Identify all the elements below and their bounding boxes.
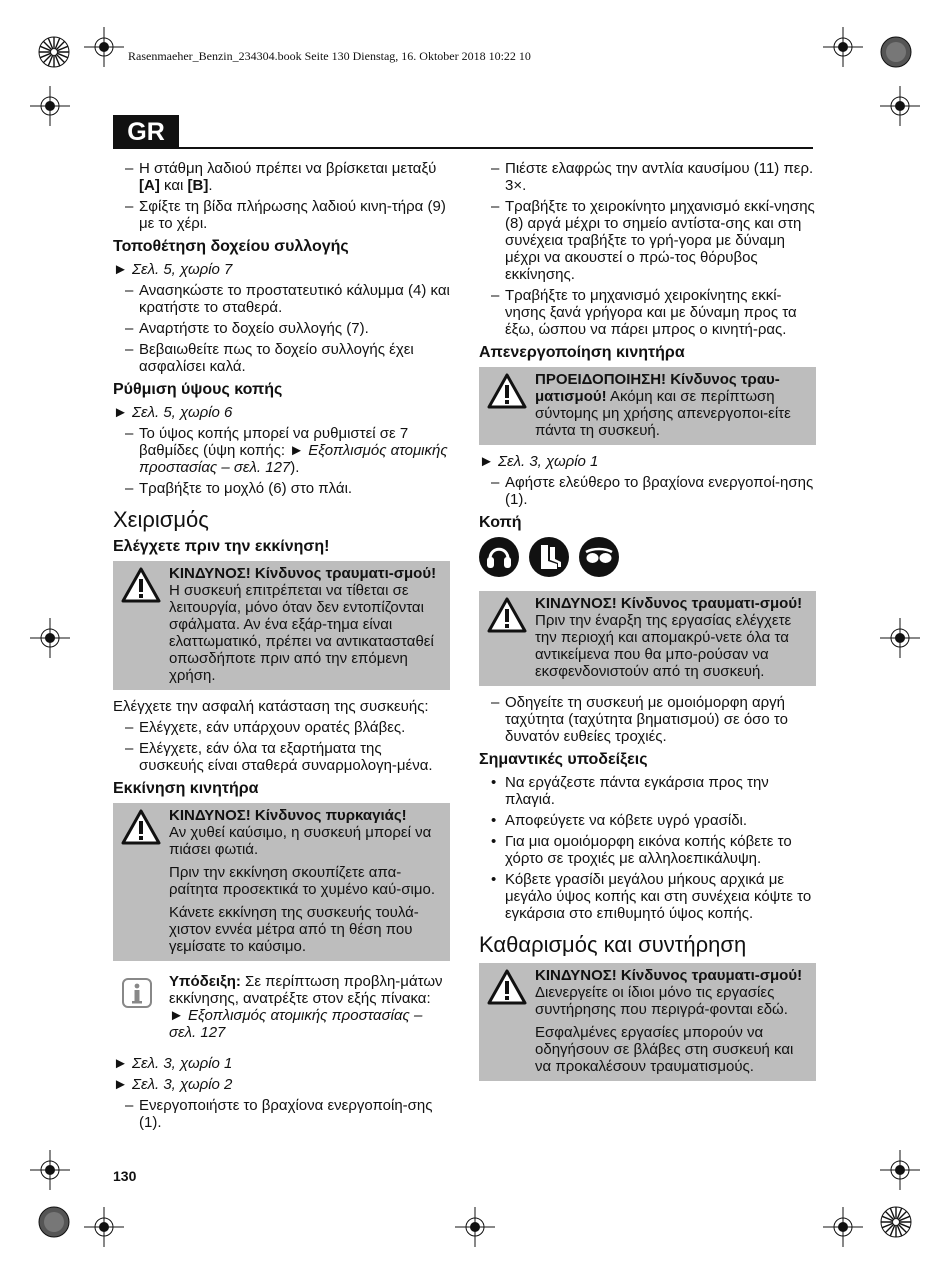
figure-reference: ► Σελ. 5, χωρίο 6 <box>113 404 233 421</box>
list-item: – Ενεργοποιήστε το βραχίονα ενεργοποίη-σης (1). <box>113 1097 450 1131</box>
registration-crosshair-icon <box>30 86 70 126</box>
registration-crosshair-icon <box>880 1150 920 1190</box>
registration-crosshair-icon <box>880 618 920 658</box>
safety-boots-icon <box>529 537 569 577</box>
registration-dot-icon <box>876 32 916 72</box>
list-item: – Τραβήξτε το χειροκίνητο μηχανισμό εκκί-νησης (8) αργά μέχρι το σημείο αντίστα-σης και στη συνέχεια τραβήξτε το γρή-γορα με δύναμη μέχρι να ακουστεί ο πρώ-τος θόρυβος εκκίνησης. <box>479 198 816 283</box>
header-rule <box>179 147 813 149</box>
paragraph: Ελέγχετε την ασφαλή κατάσταση της συσκευής: <box>113 698 429 715</box>
cross-reference-link: Εξοπλισμός ατομικής προστασίας – σελ. 127 <box>169 1007 423 1041</box>
registration-crosshair-icon <box>455 1207 495 1247</box>
list-item: – Οδηγείτε τη συσκευή με ομοιόμορφη αργή ταχύτητα (ταχύτητα βηματισμού) σε όσο το δυνατόν ευθείες τροχιές. <box>479 694 816 745</box>
warning-triangle-icon <box>121 809 161 845</box>
section-heading: Ρύθμιση ύψους κοπής <box>113 381 283 398</box>
safety-goggles-icon <box>579 537 619 577</box>
list-item: – Ελέγχετε, εάν υπάρχουν ορατές βλάβες. <box>113 719 450 736</box>
list-item: • Να εργάζεστε πάντα εγκάρσια προς την πλαγιά. <box>479 774 816 808</box>
ppe-icon-row <box>479 537 816 577</box>
section-heading: Σημαντικές υποδείξεις <box>479 751 648 768</box>
warning-triangle-icon <box>487 597 527 633</box>
list-item: – Αναρτήστε το δοχείο συλλογής (7). <box>113 320 450 337</box>
list-item: – Βεβαιωθείτε πως το δοχείο συλλογής έχει ασφαλίσει καλά. <box>113 341 450 375</box>
ear-protection-icon <box>479 537 519 577</box>
list-item: – Το ύψος κοπής μπορεί να ρυθμιστεί σε 7 βαθμίδες (ύψη κοπής: ► Εξοπλισμός ατομικής προστασίας – σελ. 127). <box>113 425 450 476</box>
right-column <box>479 160 816 1089</box>
figure-reference: ► Σελ. 3, χωρίο 1 <box>479 453 599 470</box>
warning-box: ΠΡΟΕΙΔΟΠΟΙΗΣΗ! Κίνδυνος τραυ-ματισμού! Ακόμη και σε περίπτωση σύντομης μη χρήσης απενεργοποι-είτε πάντα τη συσκευή. <box>479 367 816 445</box>
warning-triangle-icon <box>487 969 527 1005</box>
list-item: – Ελέγχετε, εάν όλα τα εξαρτήματα της συσκευής είναι σταθερά συναρμολογη-μένα. <box>113 740 450 774</box>
registration-dot-icon <box>34 1202 74 1242</box>
figure-reference: ► Σελ. 5, χωρίο 7 <box>113 261 233 278</box>
registration-sunburst-icon <box>876 1202 916 1242</box>
list-item: – Πιέστε ελαφρώς την αντλία καυσίμου (11) περ. 3×. <box>479 160 816 194</box>
figure-reference: ► Σελ. 3, χωρίο 2 <box>113 1076 233 1093</box>
chapter-heading: Καθαρισμός και συντήρηση <box>479 932 747 957</box>
danger-box: ΚΙΝΔΥΝΟΣ! Κίνδυνος πυρκαγιάς! Αν χυθεί καύσιμο, η συσκευή μπορεί να πιάσει φωτιά. Πριν την εκκίνηση σκουπίζετε απα-ραίτητα προσεκτικά το χυμένο καύ-σιμο. Κάνετε εκκίνηση της συσκευής τουλά-χιστον εννέα μέτρα από τη θέση που γεμίσατε το καύσιμο. <box>113 803 450 961</box>
list-item: • Αποφεύγετε να κόβετε υγρό γρασίδι. <box>479 812 816 829</box>
chapter-heading: Χειρισμός <box>113 507 209 532</box>
danger-box: ΚΙΝΔΥΝΟΣ! Κίνδυνος τραυματι-σμού! Πριν την έναρξη της εργασίας ελέγχετε την περιοχή και απομακρύ-νετε όλα τα αντικείμενα που θα μπο-ρούσαν να εκσφενδονιστούν από τη συσκευή. <box>479 591 816 686</box>
list-item: • Κόβετε γρασίδι μεγάλου μήκους αρχικά με μεγάλο ύψος κοπής και στη συνέχεια κόψτε το εγκάρσια στο επιθυμητό ύψος κοπής. <box>479 871 816 922</box>
list-item: – Τραβήξτε το μηχανισμό χειροκίνητης εκκί-νησης ξανά γρήγορα και με δύναμη προς τα έξω, ώσπου να πάρει μπρος ο κινητή-ρας. <box>479 287 816 338</box>
registration-crosshair-icon <box>84 1207 124 1247</box>
section-heading: Εκκίνηση κινητήρα <box>113 780 259 797</box>
list-item: – Η στάθμη λαδιού πρέπει να βρίσκεται μεταξύ [A] και [B]. <box>113 160 450 194</box>
note-box: Υπόδειξη: Σε περίπτωση προβλη-μάτων εκκίνησης, ανατρέξτε στον εξής πίνακα: ► Εξοπλισμός ατομικής προστασίας – σελ. 127 <box>113 969 450 1047</box>
registration-crosshair-icon <box>823 1207 863 1247</box>
page-number: 130 <box>113 1168 137 1184</box>
registration-crosshair-icon <box>30 618 70 658</box>
danger-box: ΚΙΝΔΥΝΟΣ! Κίνδυνος τραυματι-σμού! Διενεργείτε οι ίδιοι μόνο τις εργασίες συντήρησης που περιγρά-φονται εδώ. Εσφαλμένες εργασίες μπορούν να οδηγήσουν σε βλάβες στη συσκευή και να προκαλέσουν τραυματισμούς. <box>479 963 816 1081</box>
cross-reference-link: Εξοπλισμός ατομικής προστασίας – σελ. 127 <box>139 442 448 476</box>
list-item: – Σφίξτε τη βίδα πλήρωσης λαδιού κινη-τήρα (9) με το χέρι. <box>113 198 450 232</box>
warning-triangle-icon <box>121 567 161 603</box>
section-heading: Απενεργοποίηση κινητήρα <box>479 344 685 361</box>
warning-triangle-icon <box>487 373 527 409</box>
list-item: • Για μια ομοιόμορφη εικόνα κοπής κόβετε το χόρτο σε τροχιές με αλληλοεπικάλυψη. <box>479 833 816 867</box>
list-item: – Ανασηκώστε το προστατευτικό κάλυμμα (4) και κρατήστε το σταθερά. <box>113 282 450 316</box>
registration-crosshair-icon <box>823 27 863 67</box>
registration-crosshair-icon <box>30 1150 70 1190</box>
section-heading: Κοπή <box>479 514 522 531</box>
registration-crosshair-icon <box>880 86 920 126</box>
info-icon <box>121 977 153 1009</box>
danger-box: ΚΙΝΔΥΝΟΣ! Κίνδυνος τραυματι-σμού! Η συσκευή επιτρέπεται να τίθεται σε λειτουργία, μόνο όταν δεν εντοπίζονται σφάλματα. Αν ένα εξάρ-τημα είναι ελαττωματικό, πρέπει να αντικατασταθεί οπωσδήποτε πριν από την επόμενη χρήση. <box>113 561 450 690</box>
left-column <box>113 160 450 1135</box>
print-header: Rasenmaeher_Benzin_234304.book Seite 130 Dienstag, 16. Oktober 2018 10:22 10 <box>128 49 531 63</box>
registration-crosshair-icon <box>84 27 124 67</box>
list-item: – Τραβήξτε το μοχλό (6) στο πλάι. <box>113 480 450 497</box>
section-heading: Ελέγχετε πριν την εκκίνηση! <box>113 538 330 555</box>
language-badge: GR <box>113 115 179 149</box>
section-heading: Τοποθέτηση δοχείου συλλογής <box>113 238 349 255</box>
figure-reference: ► Σελ. 3, χωρίο 1 <box>113 1055 233 1072</box>
list-item: – Αφήστε ελεύθερο το βραχίονα ενεργοποί-ησης (1). <box>479 474 816 508</box>
registration-sunburst-icon <box>34 32 74 72</box>
